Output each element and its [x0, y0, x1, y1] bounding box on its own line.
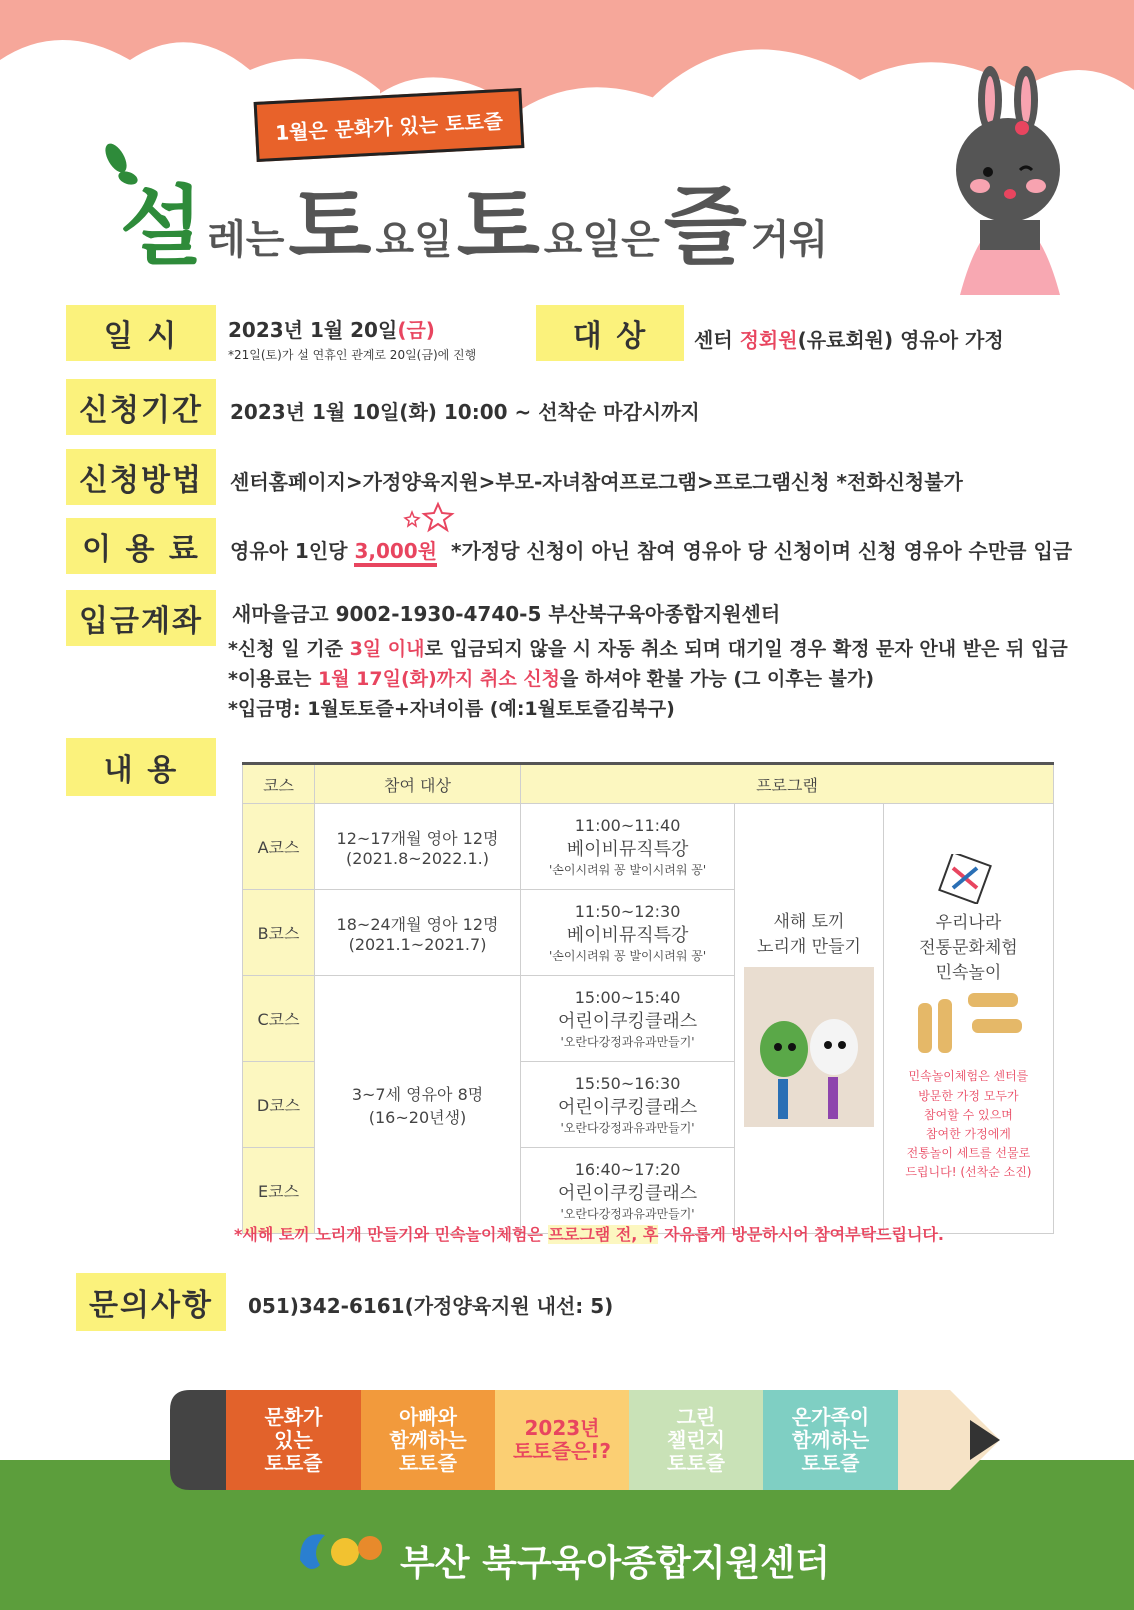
target-line2: (2021.1~2021.7): [348, 934, 487, 954]
pencil-segment: [629, 1390, 763, 1490]
table-row: [243, 804, 1054, 890]
program-time: 15:50~16:30: [574, 1073, 681, 1093]
date-main: 2023년 1월 20일: [228, 318, 398, 342]
folk-play-cell: [883, 804, 1053, 1234]
target-pre: 센터: [694, 328, 740, 352]
folk-note: 드립니다! (선착순 소진): [905, 1165, 1032, 1180]
pencil-line: 함께하는: [791, 1427, 870, 1452]
folk-line1: 우리나라: [935, 913, 1002, 934]
program-sub: '손이시려워 꽁 발이시려워 꽁': [548, 862, 707, 877]
rabbit-mascot-icon: [940, 60, 1080, 300]
pencil-line: 토토즐은!?: [512, 1439, 611, 1463]
folk-line3: 민속놀이: [935, 963, 1002, 984]
program-time: 16:40~17:20: [574, 1159, 681, 1179]
program-name: 베이비뮤직특강: [566, 924, 689, 946]
account-line2-post: 로 입금되지 않을 시 자동 취소 되며 대기일 경우 확정 문자 안내 받은 뒤 입금: [424, 638, 1068, 660]
pencil-segment: [361, 1390, 495, 1490]
fee-amount: 3,000원: [354, 539, 437, 567]
rabbit-line1: 새해 토끼: [773, 911, 845, 932]
label-fee-text: 이 용 료: [82, 532, 200, 567]
pencil-line: 그린: [676, 1404, 716, 1429]
label-inquiry-text: 문의사항: [89, 1288, 213, 1323]
table-header: 참여 대상: [315, 764, 521, 804]
account-line2-hl: 3일 이내: [349, 638, 425, 660]
table-header: 코스: [243, 764, 315, 804]
center-logo-icon: [290, 1520, 390, 1580]
program-name: 어린이쿠킹클래스: [558, 1010, 698, 1032]
program-name: 베이비뮤직특강: [566, 838, 689, 860]
program-table: [242, 762, 1054, 1234]
kite-icon: [933, 854, 1003, 904]
label-content-text: 내 용: [103, 753, 179, 788]
pencil-segment: [495, 1390, 629, 1490]
account-line1: 새마을금고 9002-1930-4740-5 부산북구육아종합지원센터: [232, 602, 781, 626]
course-cell: D코스: [243, 1062, 315, 1148]
course-cell: B코스: [243, 890, 315, 976]
account-line3-pre: *이용료는: [228, 668, 318, 690]
title-part: 거워: [750, 217, 829, 263]
pencil-line: 함께하는: [389, 1427, 467, 1452]
title-part: 토: [456, 177, 540, 277]
account-line4: *입금명: 1월토토즐+자녀이름 (예:1월토토즐김북구): [228, 698, 675, 720]
program-cell: [520, 1062, 734, 1148]
title-part: 설: [120, 177, 204, 277]
table-footnote: [234, 1222, 944, 1245]
program-sub: '오란다강정과유과만들기': [560, 1034, 695, 1049]
target-line2: (16~20년생): [368, 1107, 467, 1127]
pencil-line: 토토즐: [667, 1450, 725, 1475]
program-cell: [520, 890, 734, 976]
course-cell: C코스: [243, 976, 315, 1062]
target-highlight: 정회원: [739, 328, 798, 352]
account-line2: [228, 634, 1068, 661]
title-part: 레는: [207, 217, 285, 263]
label-method: [66, 449, 216, 505]
label-account: [66, 590, 216, 646]
account-line3-hl: 1월 17일(화)까지 취소 신청: [317, 668, 561, 690]
target-line1: 18~24개월 영아 12명: [336, 914, 499, 934]
program-name: 어린이쿠킹클래스: [558, 1182, 698, 1204]
table-header-row: [243, 764, 1054, 804]
label-date-text: 일 시: [103, 319, 179, 354]
pencil-segment: [763, 1390, 898, 1490]
target-line2: (2021.8~2022.1.): [346, 848, 489, 868]
program-time: 11:50~12:30: [574, 901, 681, 921]
main-title: [120, 160, 832, 277]
footnote-hl: 프로그램 전, 후: [548, 1225, 659, 1244]
program-sub: '오란다강정과유과만들기': [560, 1120, 695, 1135]
header-tag-text: 1월은 문화가 있는 토토즐: [274, 108, 504, 145]
account-line2-pre: *신청 일 기준: [228, 638, 350, 660]
label-period: [66, 379, 216, 435]
label-content: [66, 738, 216, 796]
footnote-pre: *새해 토끼 노리개 만들기와 민속놀이체험은: [234, 1225, 549, 1244]
pencil-line: 2023년: [524, 1416, 600, 1440]
pencil-line: 토토즐: [399, 1450, 457, 1475]
title-part: 요일: [375, 217, 453, 263]
account-line3: [228, 664, 874, 691]
target-cell: [315, 890, 521, 976]
program-time: 15:00~15:40: [574, 987, 681, 1007]
pencil-line: 아빠와: [399, 1404, 457, 1429]
account-line3-post: 을 하셔야 환불 가능 (그 이후는 불가): [560, 668, 875, 690]
program-time: 11:00~11:40: [574, 815, 681, 835]
date-note: *21일(토)가 설 연휴인 관계로 20일(금)에 진행: [228, 348, 477, 362]
folk-note: 전통놀이 세트를 선물로: [906, 1146, 1031, 1161]
rabbit-craft-cell: [735, 804, 884, 1234]
program-cell: [520, 804, 734, 890]
label-method-text: 신청방법: [79, 463, 203, 498]
program-sub: '오란다강정과유과만들기': [560, 1206, 695, 1221]
label-date: [66, 305, 216, 361]
course-cell: A코스: [243, 804, 315, 890]
fee-pre: 영유아 1인당: [230, 539, 355, 563]
pencil-line: 있는: [274, 1427, 313, 1452]
label-period-text: 신청기간: [79, 393, 203, 428]
rabbit-line2: 노리개 만들기: [757, 936, 861, 957]
label-target: [536, 305, 684, 361]
target-post: (유료회원) 영유아 가정: [797, 328, 1004, 352]
footnote-post: 자유롭게 방문하시어 참여부탁드립니다.: [658, 1225, 944, 1244]
pencil-line: 온가족이: [791, 1404, 870, 1429]
method-text: 센터홈페이지>가정양육지원>부모-자녀참여프로그램>프로그램신청 *전화신청불가: [230, 470, 963, 494]
period-text: 2023년 1월 10일(화) 10:00 ~ 선착순 마감시까지: [230, 400, 700, 424]
title-part: 즐: [663, 177, 747, 277]
pencil-line: 문화가: [264, 1404, 323, 1429]
folk-note: 참여할 수 있으며: [924, 1107, 1013, 1122]
folk-line2: 전통문화체험: [919, 938, 1018, 959]
pencil-line: 토토즐: [264, 1450, 323, 1475]
program-name: 어린이쿠킹클래스: [558, 1096, 698, 1118]
pencil-line: 토토즐: [801, 1450, 860, 1475]
title-part: 토: [288, 177, 372, 277]
label-inquiry: [76, 1273, 226, 1331]
target-text: [694, 324, 1004, 353]
program-cell: [520, 976, 734, 1062]
table-header: 프로그램: [520, 764, 1053, 804]
sparkle-icon: [400, 500, 460, 534]
program-sub: '손이시려워 꽁 발이시려워 꽁': [548, 948, 707, 963]
pencil-line: 챌린지: [667, 1427, 725, 1452]
course-cell: E코스: [243, 1148, 315, 1234]
folk-note: 참여한 가정에게: [925, 1127, 1011, 1141]
inquiry-text: 051)342-6161(가정양육지원 내선: 5): [248, 1294, 614, 1318]
target-line1: 12~17개월 영아 12명: [336, 828, 499, 848]
label-account-text: 입금계좌: [79, 604, 203, 639]
folk-note: 민속놀이체험은 센터를: [908, 1069, 1029, 1084]
pencil-segment: [226, 1390, 361, 1490]
yut-sticks-icon: [908, 983, 1028, 1063]
fee-text: [230, 535, 1072, 564]
target-cell: [315, 804, 521, 890]
folk-note: 방문한 가정 모두가: [918, 1088, 1019, 1103]
title-part: 요일은: [543, 217, 660, 263]
date-text: [228, 314, 435, 343]
date-day: (금): [397, 318, 435, 342]
center-name: 부산 북구육아종합지원센터: [400, 1543, 830, 1584]
target-line1: 3~7세 영유아 8명: [351, 1084, 484, 1104]
label-fee: [66, 518, 216, 574]
fee-note: *가정당 신청이 아닌 참여 영유아 당 신청이며 신청 영유아 수만큼 입금: [451, 539, 1073, 563]
rabbit-norigae-image: [744, 967, 874, 1127]
target-cell: [315, 976, 521, 1234]
program-cell: [520, 1148, 734, 1234]
label-target-text: 대 상: [572, 319, 648, 354]
